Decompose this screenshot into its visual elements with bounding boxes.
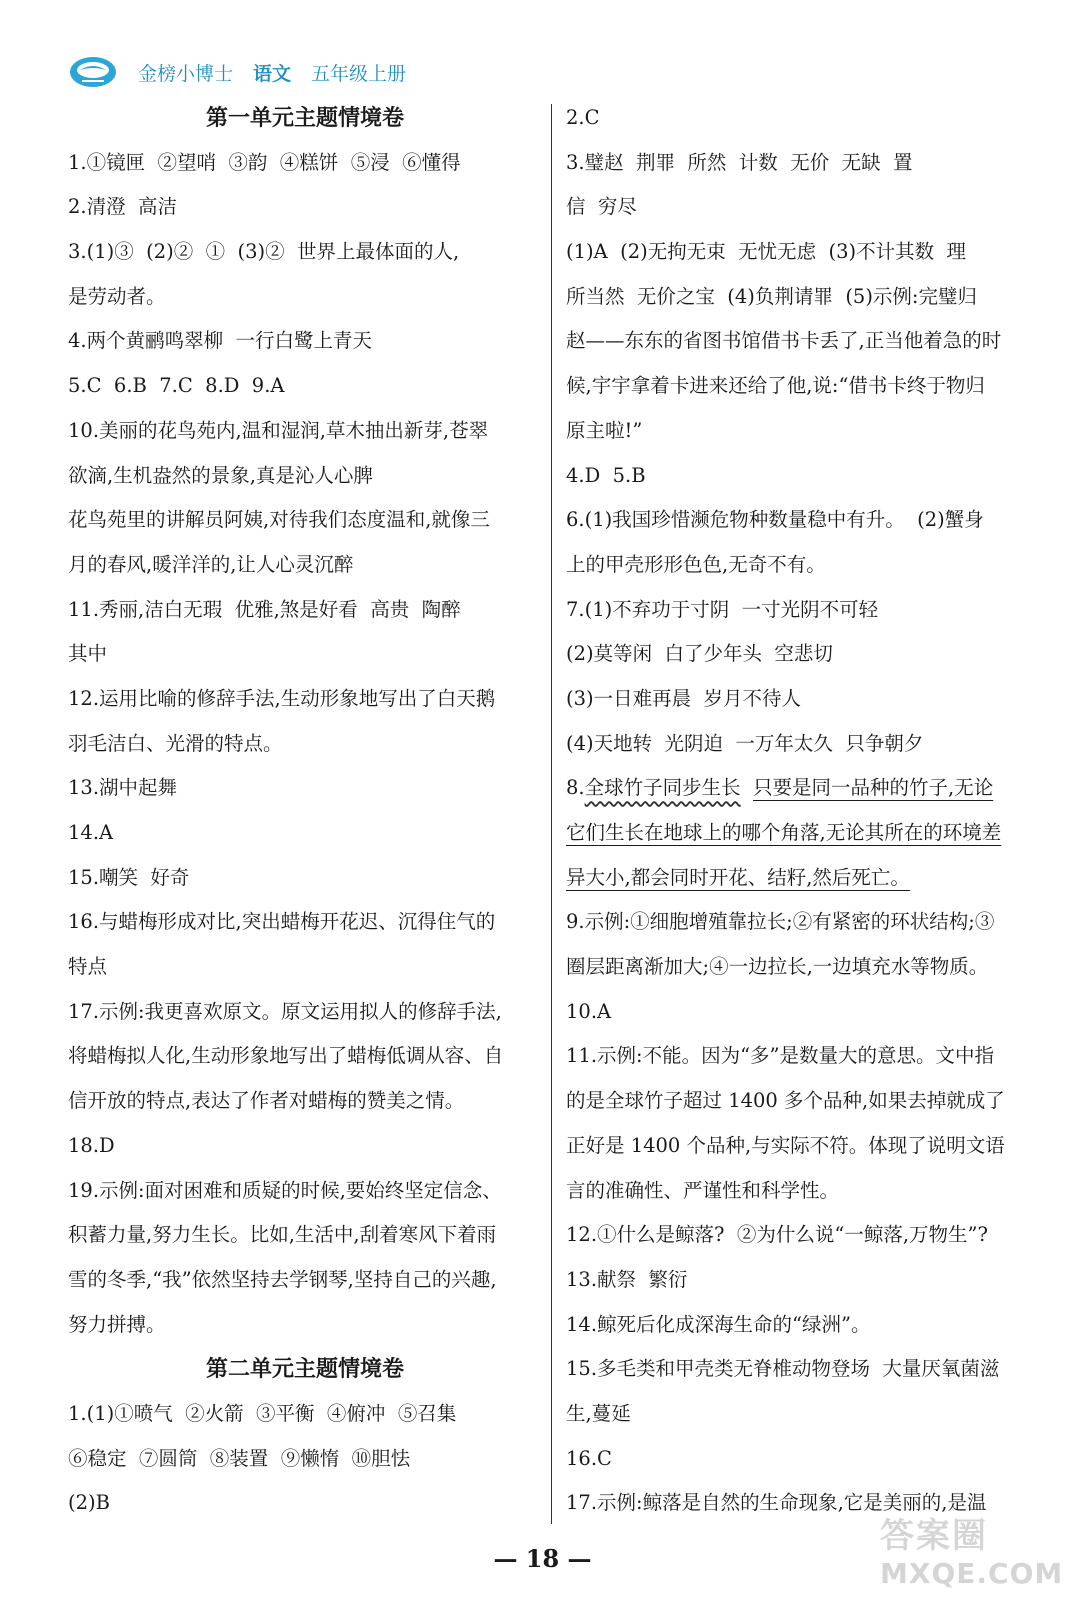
answer-line-u1-19: 特点 <box>68 955 108 979</box>
answer-line-r-a-7: 候,宇宇拿着卡进来还给了他,说:“借书卡终于物归 <box>566 374 985 398</box>
answer-line-r-b-8: 12.①什么是鲸落? ②为什么说“一鲸落,万物生”? <box>566 1223 988 1247</box>
answer-line-r-a-13: (2)莫等闲 白了少年头 空悲切 <box>566 642 833 666</box>
unit2-title: 第二单元主题情境卷 <box>205 1356 404 1383</box>
right-answers-b <box>566 900 1026 1526</box>
answer-line-u1-20: 17.示例:我更喜欢原文。原文运用拟人的修辞手法, <box>68 999 502 1023</box>
answer-line-u1-17: 15.嘲笑 好奇 <box>68 865 190 889</box>
answer-line-r-b-13: 16.C <box>566 1446 612 1470</box>
answer-line-q8-2 <box>566 811 1026 856</box>
answer-line-r-b-7: 言的准确性、严谨性和科学性。 <box>566 1178 840 1202</box>
answer-line-r-b-6: 正好是 1400 个品种,与实际不符。体现了说明文语 <box>566 1133 1005 1157</box>
series-title: 金榜小博士 <box>138 62 234 85</box>
answer-line-r-a-12: 7.(1)不弃功于寸阴 一寸光阴不可轻 <box>566 597 879 621</box>
answer-line-r-a-14: (3)一日难再晨 岁月不待人 <box>566 686 802 710</box>
answer-line-u1-18: 16.与蜡梅形成对比,突出蜡梅开花迟、沉得住气的 <box>68 910 496 934</box>
answer-line-u1-2: 2.清澄 高洁 <box>68 195 178 219</box>
answer-line-r-a-3: 信 穷尽 <box>566 195 637 219</box>
q8-underline-3: 异大小,都会同时开花、结籽,然后死亡。 <box>566 865 910 889</box>
answer-line-u1-26: 雪的冬季,“我”依然坚持去学钢琴,坚持自己的兴趣, <box>68 1267 497 1291</box>
grade-title: 五年级上册 <box>311 62 407 85</box>
book-logo-icon <box>68 54 118 90</box>
page-header <box>68 52 426 92</box>
answer-line-u1-27: 努力拼搏。 <box>68 1312 166 1336</box>
unit1-title: 第一单元主题情境卷 <box>205 105 404 131</box>
left-column <box>68 96 542 1526</box>
answer-line-r-a-15: (4)天地转 光阴迫 一万年太久 只争朝夕 <box>566 731 924 755</box>
answer-line-u1-10: 月的春风,暖洋洋的,让人心灵沉醉 <box>68 552 354 576</box>
answer-line-u1-25: 积蓄力量,努力生长。比如,生活中,刮着寒风下着雨 <box>68 1223 497 1247</box>
answer-line-u2-1: 1.(1)①喷气 ②火箭 ③平衡 ④俯冲 ⑤召集 <box>68 1401 457 1425</box>
answer-line-u1-9: 花鸟苑里的讲解员阿姨,对待我们态度温和,就像三 <box>68 508 490 532</box>
answer-line-r-b-5: 的是全球竹子超过 1400 多个品种,如果去掉就成了 <box>566 1089 1005 1113</box>
answer-line-u1-7: 10.美丽的花鸟苑内,温和湿润,草木抽出新芽,苍翠 <box>68 418 489 442</box>
answer-line-r-a-1: 2.C <box>566 106 600 129</box>
answer-line-r-b-10: 14.鲸死后化成深海生命的“绿洲”。 <box>566 1312 871 1336</box>
q8-underline-2: 它们生长在地球上的哪个角落,无论其所在的环境差 <box>566 821 1002 844</box>
answer-line-u1-22: 信开放的特点,表达了作者对蜡梅的赞美之情。 <box>68 1089 465 1113</box>
answer-line-r-a-10: 6.(1)我国珍惜濒危物种数量稳中有升。 (2)蟹身 <box>566 508 984 532</box>
answer-line-r-a-8: 原主啦!” <box>566 418 643 442</box>
watermark-top: 答案圈 <box>880 1516 988 1556</box>
q8-underline-1: 只要是同一品种的竹子,无论 <box>753 776 994 800</box>
page-number: — 18 — <box>493 1544 592 1573</box>
answer-line-u1-11: 11.秀丽,洁白无瑕 优雅,煞是好看 高贵 陶醉 <box>68 597 461 621</box>
answer-line-u1-13: 12.运用比喻的修辞手法,生动形象地写出了白天鹅 <box>68 686 496 710</box>
answer-line-u1-21: 将蜡梅拟人化,生动形象地写出了蜡梅低调从容、自 <box>68 1044 504 1068</box>
right-column <box>566 96 1026 1526</box>
column-divider <box>551 104 552 1524</box>
answer-line-u1-23: 18.D <box>68 1133 115 1157</box>
answer-line-r-b-3: 10.A <box>566 999 612 1023</box>
answer-line-u1-14: 羽毛洁白、光滑的特点。 <box>68 731 283 755</box>
watermark <box>880 1508 1063 1590</box>
answer-line-u1-12: 其中 <box>68 642 108 666</box>
answer-line-r-b-2: 圈层距离渐加大;④一边拉长,一边填充水等物质。 <box>566 955 989 979</box>
q8-num: 8. <box>566 776 585 800</box>
unit2-answers <box>68 1392 542 1526</box>
subject-title: 语文 <box>253 62 292 85</box>
answer-line-u1-1: 1.①镜匣 ②望哨 ③韵 ④糕饼 ⑤浸 ⑥懂得 <box>68 150 461 174</box>
answer-line-r-a-4: (1)A (2)无拘无束 无忧无虑 (3)不计其数 理 <box>566 240 967 264</box>
answer-line-u1-6: 5.C 6.B 7.C 8.D 9.A <box>68 374 285 398</box>
answer-line-u2-2: ⑥稳定 ⑦圆筒 ⑧装置 ⑨懒惰 ⑩胆怯 <box>68 1446 411 1470</box>
q8-wavy-underline: 全球竹子同步生长 <box>584 776 741 800</box>
answer-line-r-a-5: 所当然 无价之宝 (4)负荆请罪 (5)示例:完璧归 <box>566 284 978 308</box>
answer-line-r-b-12: 生,蔓延 <box>566 1401 631 1425</box>
answer-line-u1-4: 是劳动者。 <box>68 284 166 308</box>
answer-line-q8-1 <box>566 766 1026 811</box>
unit1-answers <box>68 141 542 1348</box>
watermark-bottom: MXQE.COM <box>880 1557 1064 1590</box>
q8-gap <box>741 776 753 799</box>
answer-line-r-b-4: 11.示例:不能。因为“多”是数量大的意思。文中指 <box>566 1044 995 1068</box>
answer-line-r-b-9: 13.献祭 繁衍 <box>566 1267 688 1291</box>
answer-line-u1-5: 4.两个黄鹂鸣翠柳 一行白鹭上青天 <box>68 329 373 353</box>
answer-line-r-a-2: 3.璧赵 荆罪 所然 计数 无价 无缺 置 <box>566 150 913 174</box>
answer-line-u1-15: 13.湖中起舞 <box>68 776 178 800</box>
answer-line-r-a-11: 上的甲壳形形色色,无奇不有。 <box>566 552 826 576</box>
right-answers-a <box>566 96 1026 766</box>
answer-line-r-a-6: 赵——东东的省图书馆借书卡丢了,正当他着急的时 <box>566 329 1002 353</box>
answer-line-u1-3: 3.(1)③ (2)② ① (3)② 世界上最体面的人, <box>68 240 460 264</box>
answer-line-r-a-9: 4.D 5.B <box>566 463 646 487</box>
answer-line-u1-16: 14.A <box>68 821 114 844</box>
answer-line-u1-8: 欲滴,生机盎然的景象,真是沁人心脾 <box>68 463 373 487</box>
answer-line-u1-24: 19.示例:面对困难和质疑的时候,要始终坚定信念、 <box>68 1178 502 1202</box>
answer-line-r-b-11: 15.多毛类和甲壳类无脊椎动物登场 大量厌氧菌滋 <box>566 1357 1000 1381</box>
answer-line-u2-3: (2)B <box>68 1491 110 1515</box>
answer-line-q8-3 <box>566 856 1026 901</box>
answer-line-r-b-1: 9.示例:①细胞增殖靠拉长;②有紧密的环状结构;③ <box>566 910 995 934</box>
answer-line-r-b-14: 17.示例:鲸落是自然的生命现象,它是美丽的,是温 <box>566 1491 987 1515</box>
